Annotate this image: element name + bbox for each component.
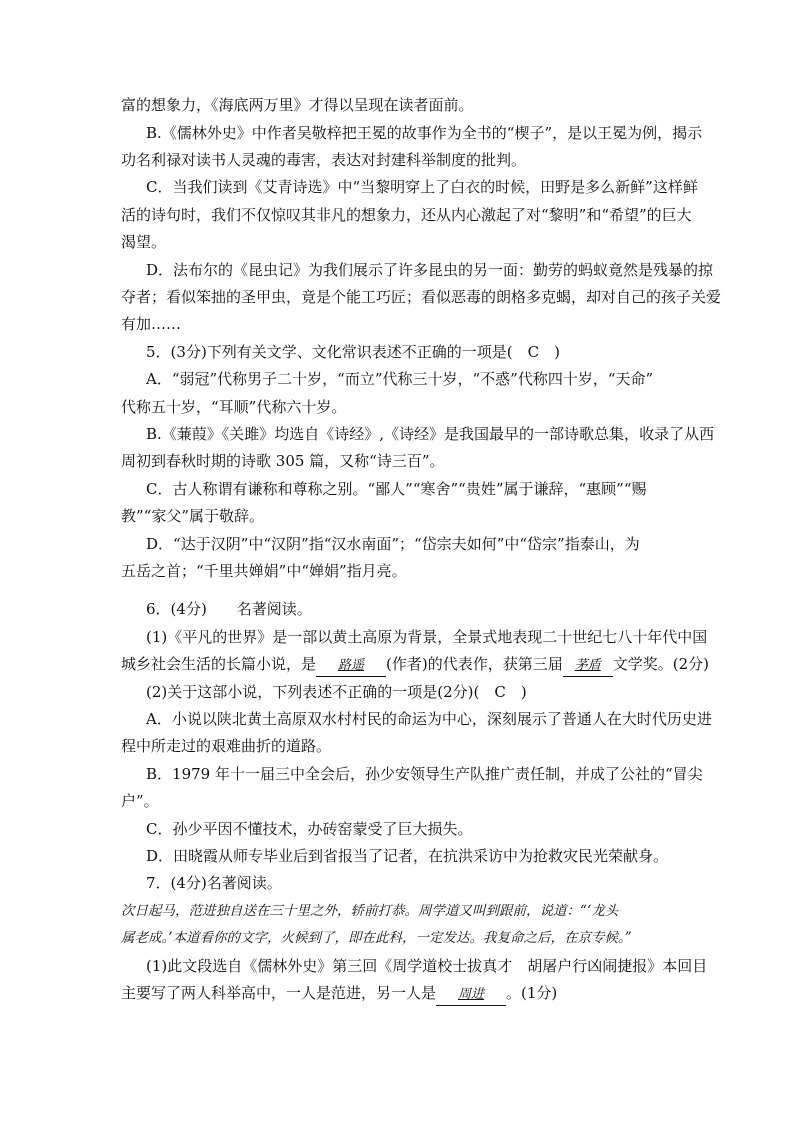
text-line: 渴望。 — [121, 233, 167, 251]
answer-blank-name — [436, 983, 506, 1006]
answer-text: 路遥 — [338, 658, 365, 673]
question-7-stem: 7．(4分)名著阅读。 — [146, 874, 282, 892]
q5-option-b: B.《蒹葭》《关雎》均选自《诗经》,《诗经》是我国最早的一部诗歌总集，收录了从西 — [146, 425, 715, 443]
option-b-line: B.《儒林外史》中作者吴敬梓把王冕的故事作为全书的“楔子”，是以王冕为例，揭示 — [146, 124, 703, 142]
q5-option-c: C．古人称谓有谦称和尊称之别。“鄙人”“寒舍”“贵姓”属于谦辞，“惠顾”“赐 — [146, 480, 647, 498]
text-line: 周初到春秋时期的诗歌 305 篇，又称“诗三百”。 — [121, 452, 445, 470]
question-6-stem: 6．(4分) 名著阅读。 — [146, 600, 312, 618]
q6-option-a: A．小说以陕北黄土高原双水村村民的命运为中心，深刻展示了普通人在大时代历史进 — [146, 710, 712, 728]
text-line: 夺者；看似笨拙的圣甲虫，竟是个能工巧匠；看似恶毒的朗格多克蝎，却对自己的孩子关爱 — [121, 288, 722, 306]
text-line: 有加…… — [121, 315, 182, 333]
q7-part-1-fill — [121, 983, 557, 1006]
text-line: 活的诗句时，我们不仅惊叹其非凡的想象力，还从内心激起了对“黎明”和“希望”的巨大 — [121, 206, 692, 224]
quote-line: 属老成。’本道看你的文字，火候到了，即在此科，一定发达。我复命之后，在京专候。” — [121, 930, 632, 946]
text-fragment: (作者)的代表作，获第三届 — [386, 655, 563, 673]
q6-part-2: (2)关于这部小说，下列表述不正确的一项是(2分)( C ) — [146, 683, 527, 701]
q7-part-1: (1)此文段选自《儒林外史》第三回《周学道校士拔真才 胡屠户行凶闹捷报》本回目 — [146, 957, 708, 975]
q6-option-c: C．孙少平因不懂技术，办砖窑蒙受了巨大损失。 — [146, 820, 473, 838]
text-line: 教”“家父”属于敬辞。 — [121, 507, 265, 525]
text-fragment: 主要写了两人科举高中，一人是范进，另一人是 — [121, 984, 437, 1002]
q6-option-d: D．田晓霞从师专毕业后到省报当了记者，在抗洪采访中为抢救灾民光荣献身。 — [146, 847, 669, 865]
option-c-line: C．当我们读到《艾青诗选》中“当黎明穿上了白衣的时候，田野是多么新鲜”这样鲜 — [146, 178, 698, 196]
answer-blank-author — [316, 654, 386, 677]
question-5-stem: 5．(3分)下列有关文学、文化常识表述不正确的一项是( C ) — [146, 343, 560, 361]
text-fragment: 。(1分) — [506, 984, 558, 1002]
text-line: 户”。 — [121, 792, 159, 810]
q6-part-1-fill — [121, 654, 709, 677]
text-line: 富的想象力，《海底两万里》才得以呈现在读者面前。 — [121, 96, 474, 114]
text-line: 程中所走过的艰难曲折的道路。 — [121, 737, 332, 755]
answer-blank-award — [563, 654, 613, 677]
text-line: 代称五十岁，“耳顺”代称六十岁。 — [121, 398, 347, 416]
text-fragment: 城乡社会生活的长篇小说，是 — [121, 655, 317, 673]
text-line: 五岳之首；“千里共婵娟”中“婵娟”指月亮。 — [121, 562, 407, 580]
q6-part-1: (1)《平凡的世界》是一部以黄土高原为背景，全景式地表现二十世纪七八十年代中国 — [146, 628, 708, 646]
answer-text: 茅盾 — [574, 658, 601, 673]
text-fragment: 文学奖。(2分) — [612, 655, 709, 673]
quote-line: 次日起马，范进独自送在三十里之外，轿前打恭。周学道又叫到跟前，说道：“‘龙头 — [121, 903, 619, 919]
q5-option-a: A．“弱冠”代称男子二十岁，“而立”代称三十岁，“不惑”代称四十岁，“天命” — [146, 370, 654, 388]
answer-text: 周进 — [458, 987, 485, 1002]
option-d-line: D．法布尔的《昆虫记》为我们展示了许多昆虫的另一面：勤劳的蚂蚁竟然是残暴的掠 — [146, 261, 714, 279]
q6-option-b: B．1979 年十一届三中全会后，孙少安领导生产队推广责任制，并成了公社的“冒尖 — [146, 765, 703, 783]
text-line: 功名利禄对读书人灵魂的毒害，表达对封建科举制度的批判。 — [121, 151, 527, 169]
q5-option-d: D．“达于汉阴”中“汉阴”指“汉水南面”；“岱宗夫如何”中“岱宗”指泰山，为 — [146, 535, 640, 553]
